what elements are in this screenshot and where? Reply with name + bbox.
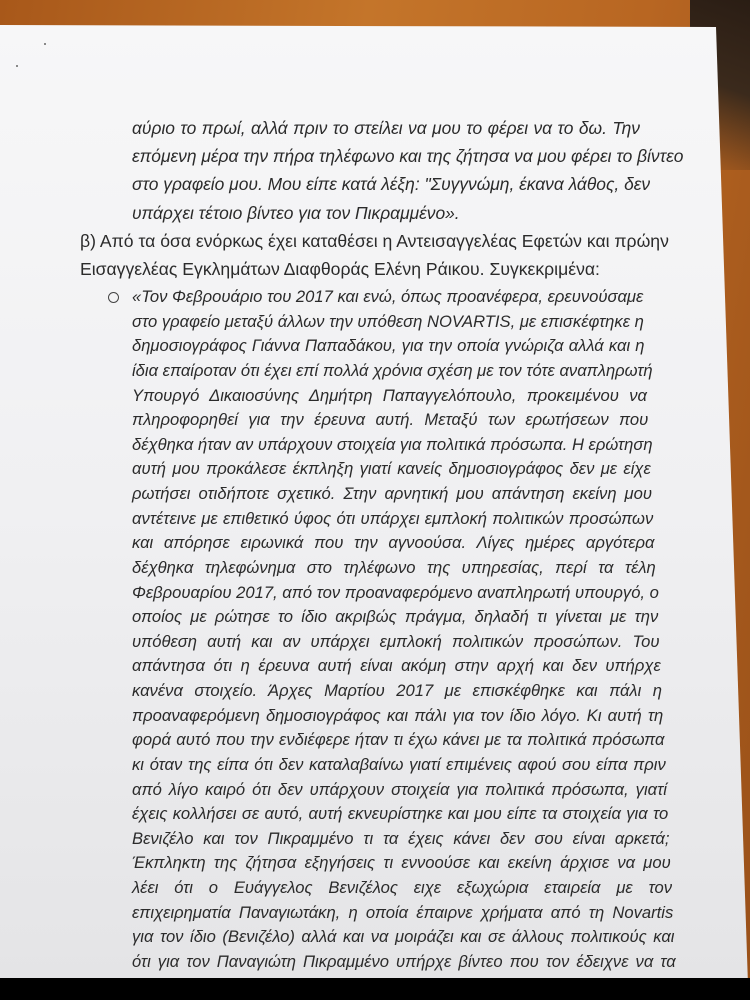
list-bullet-icon	[108, 292, 119, 303]
quote-line: Έκπληκτη της ζήτησα εξηγήσεις τι εννοούσε και εκείνη άρχισε να μου	[132, 853, 671, 873]
quote-line: οποίος με ρώτησε το ίδιο ακριβώς πράγμα, δηλαδή τι γίνεται με την	[132, 607, 659, 627]
quote-line: και απόρησε ειρωνικά που την αγνοούσα. Λίγες ημέρες αργότερα	[132, 533, 655, 553]
quote-line: Φεβρουαρίου 2017, από τον προαναφερόμενο αναπληρωτή υπουργό, ο	[132, 582, 659, 602]
quote-line: υπόθεση αυτή και αν υπάρχει εμπλοκή πολιτικών προσώπων. Του	[132, 631, 660, 651]
quote-line: προαναφερόμενη δημοσιογράφος και πάλι για τον ίδιο λόγο. Κι αυτή τη	[132, 705, 664, 725]
quote-line: κανένα στοιχείο. Άρχες Μαρτίου 2017 με επισκέφθηκε και πάλι η	[132, 681, 662, 701]
text-line: επόμενη μέρα την πήρα τηλέφωνο και της ζήτησα να μου φέρει το βίντεο	[132, 146, 684, 166]
text-line: στο γραφείο μου. Μου είπε κατά λέξη: "Συγγνώμη, έκανα λάθος, δεν	[132, 174, 651, 194]
text-line: αύριο το πρωί, αλλά πριν το στείλει να μου το φέρει να το δω. Την	[132, 118, 640, 138]
quote-line: επιχειρηματία Παναγιωτάκη, η οποία έπαιρνε χρήματα από τη Novartis	[132, 902, 674, 922]
quote-line: Βενιζέλο και τον Πικραμμένο τι τα έχεις κάνει δεν σου είναι αρκετά;	[132, 828, 670, 848]
quote-line: Υπουργό Δικαιοσύνης Δημήτρη Παπαγγελόπουλο, προκειμένου να	[132, 385, 647, 405]
quote-line: κι όταν της είπα ότι δεν καταλαβαίνω γιατί επιμένεις αφού σου είπα πριν	[132, 754, 666, 774]
text-line: υπάρχει τέτοιο βίντεο για τον Πικραμμένο».	[132, 203, 460, 223]
quote-line: δέχθηκα τηλεφώνημα στο τηλέφωνο της υπηρεσίας, περί τα τέλη	[132, 557, 656, 577]
quote-line: δημοσιογράφος Γιάννα Παπαδάκου, για την οποία γνώριζα αλλά και η	[132, 336, 645, 356]
quote-line: «Τον Φεβρουάριο του 2017 και ενώ, όπως προανέφερα, ερευνούσαμε	[132, 287, 644, 306]
quote-line: φορά αυτό που την ενδιέφερε ήταν τι έχω κάνει με τα πολιτικά πρόσωπα	[132, 730, 665, 750]
quote-line: ρωτήσει οτιδήποτε σχετικό. Στην αρνητική μου απάντηση εκείνη μου	[132, 484, 652, 504]
quote-line: ότι για τον Παναγιώτη Πικραμμένο υπήρχε βίντεο που τον έδειχνε να τα	[132, 952, 676, 971]
quote-line: αντέτεινε με επιθετικό ύφος ότι υπάρχει εμπλοκή πολιτικών προσώπων	[132, 508, 654, 528]
quote-line: για τον ίδιο (Βενιζέλο) αλλά και να μοιράζει και σε άλλους πολιτικούς και	[132, 927, 675, 947]
section-heading-line: β) Από τα όσα ενόρκως έχει καταθέσει η Αντεισαγγελέας Εφετών και πρώην	[80, 231, 669, 251]
quote-line: στο γραφείο μεταξύ άλλων την υπόθεση NOVARTIS, με επισκέφτηκε η	[132, 311, 644, 331]
quote-line: δέχθηκα ήταν αν υπάρχουν στοιχεία για πολιτικά πρόσωπα. Η ερώτηση	[132, 434, 653, 454]
quote-line: πληροφορηθεί για την έρευνα αυτή. Μεταξύ των ερωτήσεων που	[132, 410, 649, 430]
quote-line: λέει ότι ο Ευάγγελος Βενιζέλος ειχε εξωχώρια εταιρεία με τον	[132, 878, 672, 898]
quote-line: έχεις κολλήσει σε αυτό, αυτή εκνευρίστηκε και μου είπε τα στοιχεία για το	[132, 804, 669, 824]
quote-line: ίδια επαίροταν ότι έχει επί πολλά χρόνια σχέση με τον τότε αναπληρωτή	[132, 360, 653, 380]
quote-line: απάντησα ότι η έρευνα αυτή είναι ακόμη στην αρχή και δεν υπήρχε	[132, 656, 661, 676]
quote-line: αυτή μου προκάλεσε έκπληξη γιατί κανείς δημοσιογράφος δεν με είχε	[132, 459, 651, 479]
black-bottom-band	[0, 978, 750, 1000]
section-heading-line: Εισαγγελέας Εγκλημάτων Διαφθοράς Ελένη Ράικου. Συγκεκριμένα:	[80, 259, 600, 279]
quote-line: από λίγο καιρό ότι δεν υπάρχουν στοιχεία για πολιτικά πρόσωπα, γιατί	[132, 779, 667, 799]
